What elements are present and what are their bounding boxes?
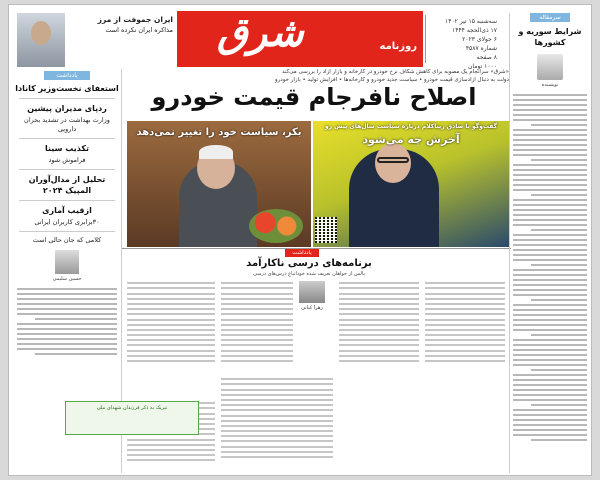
text-line [425,282,505,284]
divider [19,200,115,201]
text-line [127,439,215,441]
text-line [513,374,587,376]
text-line [127,324,215,326]
text-line [425,298,505,300]
ticker-line[interactable]: دولت به دنبال آزادسازی قیمت خودرو • سیاست جدید خودرو و کارخانه‌ها • افزایش تولید • بازار خودرو [274,77,509,83]
text-line [513,154,587,156]
text-line [425,355,505,357]
text-line [221,308,293,310]
promo-text [69,15,173,35]
middle-author-photo [299,281,325,303]
text-line [35,318,117,320]
text-line [339,298,419,300]
quote-body [15,288,119,355]
text-line [513,214,587,216]
text-line [425,344,505,346]
text-line [221,425,333,427]
issue-line: سه‌شنبه ۱۵ تیر ۱۴۰۲ [445,18,497,25]
logo: شرق [217,9,304,56]
text-line [17,328,117,330]
right-sidebar [511,13,589,473]
text-line [339,324,419,326]
author-name: حسین سلیمی [52,276,82,282]
author-photo [537,54,563,80]
top-promo[interactable] [17,13,173,67]
left-item-title[interactable]: تکذیب سینا [45,144,89,153]
text-line [425,313,505,315]
text-line [221,404,333,406]
body-column [127,279,215,365]
text-line [221,440,333,442]
issue-line: ۸ صفحه [476,54,497,61]
text-line [127,298,215,300]
text-line [513,104,587,106]
left-photo-caption[interactable]: بکر، سیاست خود را تغییر نمی‌دهد [136,127,302,138]
text-line [127,350,215,352]
text-line [513,314,587,316]
text-line [127,344,215,346]
text-line [513,219,587,221]
editorial-title[interactable]: شرایط سوریه و کشورها [518,27,582,47]
text-line [513,94,587,96]
text-line [513,244,587,246]
issue-line: ۶ جولای ۲۰۲۳ [462,36,497,43]
text-line [513,284,587,286]
text-line [513,349,587,351]
body-column [221,279,293,365]
text-line [127,339,215,341]
text-line [513,199,587,201]
text-line [17,303,117,305]
text-line [127,360,215,362]
logo-prefix: روزنامه [379,41,417,52]
issue-line: ۱۰۰۰ تومان [467,63,497,70]
text-line [17,333,117,335]
text-line [17,323,117,325]
text-line [127,319,215,321]
issue-info [421,17,501,71]
text-line [513,109,587,111]
text-line [221,355,293,357]
divider [509,13,510,473]
text-line [513,139,587,141]
text-line [425,319,505,321]
text-line [531,369,587,371]
text-line [513,184,587,186]
text-line [425,334,505,336]
text-line [513,359,587,361]
text-line [127,329,215,331]
text-line [513,354,587,356]
quote-title[interactable]: کلامی که جان‌ حالی است [32,236,102,244]
text-line [513,304,587,306]
text-line [425,339,505,341]
text-line [221,350,293,352]
author-photo [55,250,79,274]
person-head [375,143,411,183]
text-line [425,329,505,331]
left-item-title[interactable]: استعفای نخست‌وزیر کانادا [15,84,119,93]
text-line [221,282,293,284]
text-line [513,309,587,311]
text-line [221,287,293,289]
divider [19,231,115,232]
text-line [221,329,293,331]
text-line [513,179,587,181]
text-line [17,293,117,295]
text-line [513,224,587,226]
text-line [425,293,505,295]
text-line [513,269,587,271]
text-line [127,355,215,357]
text-line [513,149,587,151]
note-tag: یادداشت [44,71,90,80]
text-line [513,394,587,396]
text-line [513,99,587,101]
text-line [339,334,419,336]
text-line [221,383,333,385]
promo-body: مذاکره ایران نکرده است [105,26,173,34]
text-line [513,339,587,341]
text-line [531,264,587,266]
notice-text: تبریک به ذکر فرزندان شهدای ملی [96,405,168,411]
text-line [531,229,587,231]
text-line [221,389,333,391]
person-hair [199,145,233,159]
text-line [17,298,117,300]
text-line [127,454,215,456]
text-line [221,303,293,305]
text-line [221,451,333,453]
text-line [17,343,117,345]
text-line [221,409,333,411]
middle-title[interactable]: برنامه‌های درسی ناکارآمد [246,258,372,269]
text-line [425,360,505,362]
author-name: نویسنده [541,82,559,88]
left-item-sub: وزارت بهداشت در تشدید بحران دارویی [24,116,110,133]
text-line [339,308,419,310]
text-line [221,339,293,341]
text-line [127,444,215,446]
flowers-shape [249,209,303,243]
text-line [531,439,587,441]
promo-photo [17,13,65,67]
text-line [513,129,587,131]
text-line [513,409,587,411]
notice-box[interactable] [65,401,199,435]
text-line [513,189,587,191]
middle-tag: یادداشت [285,249,319,257]
text-line [127,459,215,461]
left-item-title[interactable]: تحلیل از مدال‌آوران المپیک ۲۰۲۴ [28,175,106,195]
text-line [531,334,587,336]
text-line [17,338,117,340]
text-line [531,124,587,126]
text-line [221,319,293,321]
ticker-line[interactable]: «شرق» سرانجام یک مصوبه برای کاهش شکاف نرخ خودرو در کارخانه و بازار آزاد را بررسی می‌کند [282,69,509,75]
text-line [127,293,215,295]
right-photo-kicker: گفت‌وگو با صادق زیباکلام درباره سیاست سال‌های پیش رو [324,123,498,130]
text-line [221,344,293,346]
text-line [513,134,587,136]
body-column [221,375,333,461]
text-line [513,379,587,381]
right-photo-caption[interactable]: آخرش چه می‌شود [362,133,460,146]
text-line [339,344,419,346]
text-line [513,169,587,171]
text-line [513,164,587,166]
middle-subtitle: پالس از خواهان تعریف شده خوداتباع درس‌های درسی [253,271,365,277]
issue-line: ۱۷ ذی‌الحجه ۱۴۴۴ [452,27,497,34]
text-line [221,399,333,401]
glasses-shape [377,157,409,163]
text-line [513,144,587,146]
text-line [339,282,419,284]
text-line [425,303,505,305]
text-line [513,344,587,346]
text-line [339,303,419,305]
main-headline[interactable]: اصلاح نافرجام قیمت خودرو [151,83,477,111]
text-line [221,298,293,300]
text-line [221,435,333,437]
text-line [17,313,117,315]
middle-author-name: زهرا کیانی [301,305,323,311]
text-line [513,254,587,256]
editorial-tag: سرمقاله [530,13,570,22]
text-line [425,350,505,352]
text-line [513,414,587,416]
text-line [339,329,419,331]
text-line [127,287,215,289]
text-line [513,319,587,321]
text-line [513,234,587,236]
text-line [17,308,117,310]
divider [19,98,115,99]
text-line [513,274,587,276]
masthead [177,11,423,67]
text-line [221,446,333,448]
issue-line: شماره ۴۵۸۷ [465,45,497,52]
body-column [425,279,505,365]
text-line [513,434,587,436]
text-line [127,449,215,451]
text-line [127,282,215,284]
body-column [339,279,419,365]
text-line [339,350,419,352]
text-line [513,294,587,296]
text-line [513,249,587,251]
text-line [513,119,587,121]
text-line [513,289,587,291]
text-line [221,360,293,362]
text-line [513,389,587,391]
divider [19,169,115,170]
text-line [339,339,419,341]
text-line [513,399,587,401]
text-line [513,209,587,211]
text-line [513,174,587,176]
divider [121,248,511,249]
text-line [513,329,587,331]
left-item-title[interactable]: ردپای مدیران پیشین [27,104,107,113]
text-line [339,360,419,362]
text-line [221,334,293,336]
text-line [127,303,215,305]
text-line [221,456,333,458]
text-line [513,324,587,326]
text-line [513,239,587,241]
text-line [35,353,117,355]
left-photo[interactable] [127,121,311,247]
text-line [221,293,293,295]
newspaper-page [8,4,592,476]
text-line [127,334,215,336]
text-line [513,364,587,366]
text-line [531,404,587,406]
text-line [513,424,587,426]
text-line [425,324,505,326]
text-line [425,287,505,289]
text-line [339,293,419,295]
text-line [339,355,419,357]
promo-title: ایران جموفت از مرز [97,15,173,24]
text-line [513,429,587,431]
text-line [127,313,215,315]
text-line [339,319,419,321]
text-line [17,288,117,290]
text-line [221,415,333,417]
text-line [513,419,587,421]
text-line [339,287,419,289]
text-line [221,430,333,432]
left-item-sub: ۳۰برابری کاربران ایرانی [34,218,100,226]
text-line [531,194,587,196]
text-line [513,384,587,386]
text-line [513,114,587,116]
text-line [513,204,587,206]
text-line [17,348,117,350]
text-line [425,308,505,310]
text-line [221,313,293,315]
editorial-body [511,94,589,441]
text-line [221,378,333,380]
text-line [221,394,333,396]
divider [19,138,115,139]
text-line [339,313,419,315]
text-line [127,308,215,310]
text-line [531,299,587,301]
text-line [531,159,587,161]
left-item-sub: فراموش شود [48,156,86,164]
text-line [513,259,587,261]
text-line [221,324,293,326]
qr-code-overlay [315,217,337,243]
text-line [513,279,587,281]
left-item-title[interactable]: ازقیب آماری [42,206,92,215]
text-line [221,420,333,422]
